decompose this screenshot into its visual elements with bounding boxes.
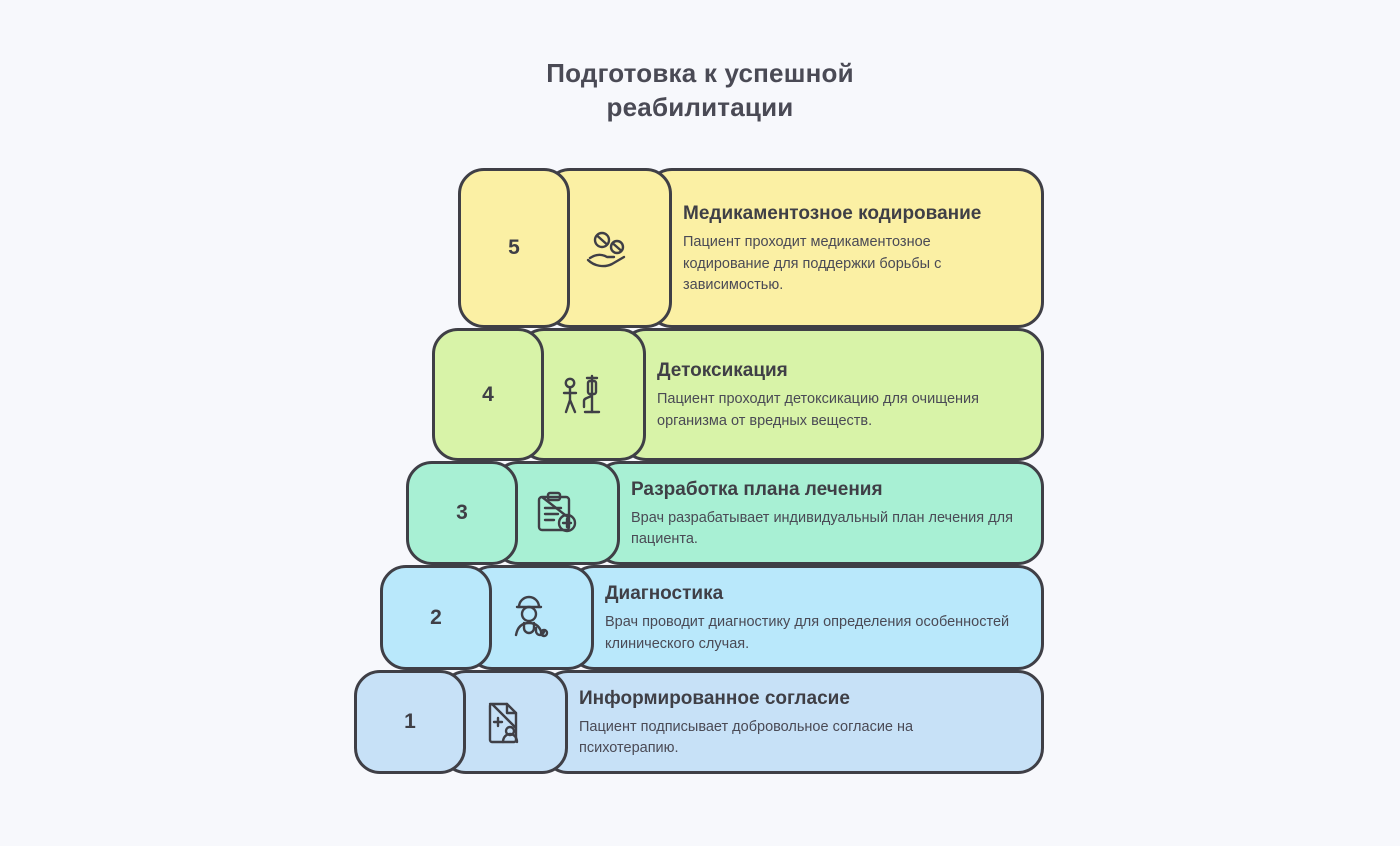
step-number-5: 5: [508, 236, 520, 259]
step-number-4: 4: [482, 382, 494, 406]
step-number-box-5: [458, 168, 570, 328]
step-body-5: [646, 168, 1044, 328]
step-number-2: 2: [430, 605, 442, 629]
step-body-2: [568, 565, 1044, 670]
step-body-3: [594, 461, 1044, 565]
step-body-4: [620, 328, 1044, 461]
step-row-2[interactable]: [380, 565, 1044, 670]
consent-document-icon: [476, 694, 532, 750]
step-number-box-1: [354, 670, 466, 774]
step-number-box-2: [380, 565, 492, 670]
step-number-box-4: [432, 328, 544, 461]
step-description-3: Врач разрабатывает индивидуальный план лечения для пациента.: [631, 509, 1013, 548]
step-description-5: Пациент проходит медикаментозное кодирование для поддержки борьбы с зависимостью.: [683, 234, 942, 293]
step-heading-2: Диагностика: [605, 583, 724, 605]
pills-in-hand-icon: [580, 220, 636, 276]
step-heading-5: Медикаментозное кодирование: [683, 202, 982, 224]
step-row-3[interactable]: [406, 461, 1044, 565]
step-heading-1: Информированное согласие: [579, 687, 850, 709]
step-body-1: [542, 670, 1044, 774]
patient-iv-drip-icon: [554, 367, 610, 423]
step-heading-3: Разработка плана лечения: [631, 478, 883, 500]
medical-clipboard-icon: [528, 485, 584, 541]
step-row-5[interactable]: [458, 168, 1044, 328]
page-title: [0, 56, 1400, 125]
step-row-4[interactable]: [432, 328, 1044, 461]
page-title-line-2: реабилитации: [606, 92, 794, 123]
step-number-box-3: [406, 461, 518, 565]
step-description-4: Пациент проходит детоксикацию для очищения организма от вредных веществ.: [657, 391, 979, 429]
step-description-1: Пациент подписывает добровольное согласие на психотерапию.: [579, 718, 914, 757]
step-heading-4: Детоксикация: [657, 360, 788, 382]
step-description-2: Врач проводит диагностику для определения особенностей клинического случая.: [605, 614, 1010, 652]
doctor-stethoscope-icon: [502, 590, 558, 646]
step-number-1: 1: [404, 710, 416, 733]
step-row-1[interactable]: [354, 670, 1044, 774]
step-number-3: 3: [456, 501, 468, 524]
page-title-line-1: Подготовка к успешной: [546, 58, 854, 88]
